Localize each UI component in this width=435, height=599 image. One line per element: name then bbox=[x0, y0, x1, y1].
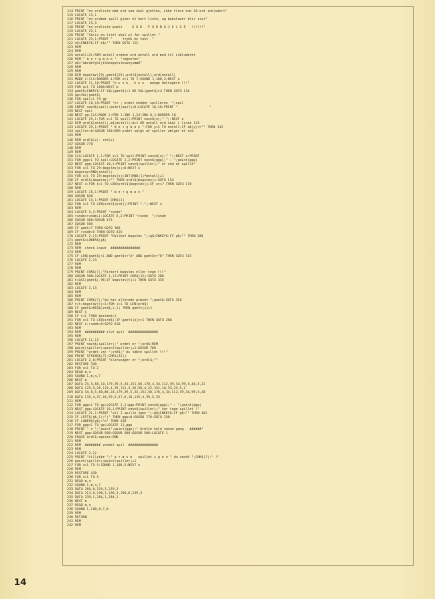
code-line: 190 IF t=1 THEN bestemt=1 bbox=[67, 314, 117, 319]
code-line: 198 point(spiller)=point(spiller)+1:GOSUB 760 bbox=[67, 346, 156, 351]
code-line: 191 FOR x=1 TO LEN(ord$):IF gaett(x)<>1 THEN GOTO 260 bbox=[67, 318, 172, 323]
code-line: 189 NEXT i bbox=[67, 310, 87, 315]
code-line: 210 DATA 133,4,57,10,39,5,57,0,10,119,4,39,5,33 bbox=[67, 394, 160, 399]
code-line: 239 REM bbox=[67, 510, 81, 515]
code-line: 234 DATA 213,6,190,3,190,3,190,6,239,3 bbox=[67, 490, 143, 495]
code-line: 126 REM " b e r g m a n " "regnelen" bbox=[67, 57, 141, 62]
code-line: 215 IF LEFT$(g$,1)="j" THEN ggp=0:GOSUB 770:GOTO 150 bbox=[67, 414, 170, 419]
code-line: 212 FOR ggp=1 TO gp:LOCATE 2,2:ggp:PRINT navn$(ggp);" : ";point(ggp) bbox=[67, 402, 202, 407]
code-line: 201 LOCATE 2,8:PRINT "klarsnager er ";ordl$;"" bbox=[67, 358, 158, 363]
code-line: 224 LOCATE 2,12 bbox=[67, 450, 97, 455]
code-line: 180 GOSUB 500:LOCATE 2,13:PRINT CHR$(12):GOTO 280 bbox=[67, 274, 164, 279]
code-line: 168 IF gaet=7 THEN GOTO 360 bbox=[67, 225, 121, 230]
code-line: 233 DATA 284,6,239,3,239,3 bbox=[67, 486, 119, 491]
code-line: 121 LOCATE 23,1:PRINT " trykk en tast " bbox=[67, 37, 154, 42]
code-line: 178 REM bbox=[67, 266, 81, 270]
code-line: 128 REM bbox=[67, 65, 81, 70]
code-line: 129 REM bbox=[67, 69, 81, 74]
code-line: 141 LOCATE 25,1:FOR x=1 TO spill:PRINT navn$(x);" ";:NEXT x bbox=[67, 117, 184, 122]
code-line: 240 RETURN bbox=[67, 514, 87, 519]
code-line: 217 FOR ggp=1 TO gp:LOCATE 11,ggp bbox=[67, 422, 133, 427]
code-line: 133 FOR p=1 TO 1000:NEXT p bbox=[67, 85, 119, 90]
code-line: 213 NEXT ggp:LOCATE 10,1:PRINT navn$(spiller);" har tage spillet !" bbox=[67, 406, 200, 411]
code-line: 199 PRINT "ordet var ";ord$;" du tabte spillet !!!" bbox=[67, 350, 168, 355]
code-line: 120 PRINT "Skriv en titel skal ut for spillet " bbox=[67, 33, 160, 38]
code-line: 117 LOCATE 15,3 bbox=[67, 21, 97, 26]
code-line: 143 LOCATE 25,1:PRINT " b e r g m a n ":FOR y=1 TO antall:IF a$(y)<>"" THEN 143 bbox=[67, 125, 224, 130]
code-line: 166 GOSUB 460:GOSUB 475 bbox=[67, 217, 113, 222]
code-line: 147 GOSUB 770 bbox=[67, 141, 93, 146]
code-line: 188 IF gaet$=MID$(ord$,i,1) THEN gaett(i)=1 bbox=[67, 306, 152, 311]
code-line: 200 PRINT STRING$(72,CHR$(32)) bbox=[67, 354, 127, 359]
code-line: 197 PRINT navn$(spiller);" ordet er ";ord$:REM bbox=[67, 342, 158, 347]
code-line: 179 PRINT CHR$(7);"Forkert bogstav eller tegn !!!" bbox=[67, 270, 166, 275]
code-line: 144 spiller=0:GOSUB 760:REM ordet valgt af spiller vælger et ord bbox=[67, 129, 194, 134]
code-line: 242 REM bbox=[67, 523, 81, 527]
program-listing bbox=[62, 6, 414, 566]
code-line: 227 FOR x=1 TO 5:SOUND 1,100,5:NEXT x bbox=[67, 462, 141, 467]
code-line: 140 NEXT gp:CLS:MODE 2:PEN 1:INK 1,24:INK 0,1:BORDER 18 bbox=[67, 113, 176, 118]
code-line: 161 LOCATE 15,1:PRINT CHR$(1) bbox=[67, 197, 125, 202]
code-line: 139 NEXT spil bbox=[67, 109, 93, 114]
code-line: 230 FOR x=1 TO 5 bbox=[67, 474, 99, 479]
code-line: 221 REM bbox=[67, 438, 81, 443]
code-line: 135 gp=VAL(gaet$) bbox=[67, 93, 101, 98]
code-line: 136 FOR spil=1 TO gp bbox=[67, 97, 107, 102]
code-line: 155 FOR x=1 TO 29:bogstav(x)=INT(RND(1)*antall)+1 bbox=[67, 173, 164, 178]
code-line: 241 REM bbox=[67, 518, 81, 523]
code-line: 196 LOCATE 11,13 bbox=[67, 338, 99, 343]
code-line: 123 REM bbox=[67, 45, 81, 50]
code-line: 125 antall=21:REM antall ordene ord antall ord med til inkluderet bbox=[67, 53, 196, 58]
code-line: 223 REM bbox=[67, 446, 81, 451]
code-line: 148 REM bbox=[67, 145, 81, 150]
code-line: 236 NEXT m bbox=[67, 498, 87, 503]
code-line: 235 DATA 239,1,284,1,284,1 bbox=[67, 494, 119, 499]
code-line: 114 PRINT "en ordliste med ord som skal gjettes, ikke flere enn 20 ord inkludert" bbox=[67, 9, 228, 13]
code-line: 204 READ m,n bbox=[67, 370, 91, 375]
code-line: 205 SOUND 1,m,n,7 bbox=[67, 374, 101, 379]
code-line: 226 point(spiller)=point(spiller)+1 bbox=[67, 458, 137, 463]
code-line: 209 DATA 34,0,5,60,86,10,179,39,5,34,151,50,170,4,34,112,39,34,99,5,48 bbox=[67, 390, 206, 395]
code-line: 130 DIM bogstav(29),gaet$(25),ordl$(antall),ord(antall) bbox=[67, 73, 176, 78]
code-line: 182 REM bbox=[67, 282, 81, 287]
code-line: 195 REM bbox=[67, 334, 81, 339]
code-line: 162 FOR x=1 TO LEN(ordl$(ord)):PRINT "-";:NEXT x bbox=[67, 201, 162, 206]
code-line: 225 PRINT "tillykke ";" p r ø v e spillet i g e n " du vandt ";CHR$(7):" !" bbox=[67, 454, 220, 459]
code-line: 137 LOCATE 10,10:PRINT "nr ; ordet hedder spilleren ";spil bbox=[67, 101, 184, 106]
code-line: 208 DATA 125,5,26,119,4,39,112,4,26,90,4,22,151,10,33,25,5,2 bbox=[67, 386, 186, 391]
code-line: 154 bogstav=RND(antall) bbox=[67, 169, 113, 174]
code-line: 171 gaet$=LOWER$(g$) bbox=[67, 237, 107, 242]
code-line: 176 LOCATE 2,13 bbox=[67, 257, 97, 262]
code-line: 157 NEXT x:FOR x=1 TO LEN(ordl$(bogstav)):IF x<=7 THEN GOTO 170 bbox=[67, 181, 192, 186]
code-line: 165 runde=runde+1:LOCATE 5,2:PRINT "runde ";runde bbox=[67, 213, 166, 218]
code-line: 207 DATA 25,5,85,10,179,39,5,34,151,50,170,4,34,112,39,34,99,5,48,5,22 bbox=[67, 382, 206, 387]
code-line: 206 NEXT m bbox=[67, 378, 87, 383]
code-line: 222 REM ######## vundet spil ############### bbox=[67, 442, 158, 447]
code-line: 237 READ m,n bbox=[67, 502, 91, 507]
code-line: 164 LOCATE 5,2:PRINT "runde" bbox=[67, 209, 123, 214]
code-line: 187 t=t:bogstav(t)=1:FOR i=1 TO LEN(ord$) bbox=[67, 302, 149, 307]
code-line: 238 SOUND 1,100,0,7,0 bbox=[67, 506, 109, 511]
code-line: 153 FOR x=1 TO 29:bogstav(x)=0:NEXT x bbox=[67, 165, 141, 170]
code-line: 192 NEXT i:runde=0:GOTO 610 bbox=[67, 322, 121, 327]
code-line: 181 t=ASC(gaet$)-96:IF bogstav(t)=1 THEN GOTO 335 bbox=[67, 278, 164, 283]
code-line: 127 a$="abcdefghijklmnopqrstuvwxyzæøå" bbox=[67, 61, 143, 66]
code-line: 163 REM bbox=[67, 205, 81, 210]
code-line: 186 PRINT CHR$(7);"du har allerede prøvet ";gaet$:GOTO 310 bbox=[67, 298, 182, 303]
code-line: 170 LOCATE 2,13:PRINT "Hvilket bogstav ";:g$=INKEY$:IF g$="" THEN 280 bbox=[67, 233, 204, 238]
code-line: 185 REM bbox=[67, 294, 81, 299]
code-line: 149 REM bbox=[67, 149, 81, 154]
code-line: 172 REM bbox=[67, 241, 81, 246]
code-line: 134 gaet$=INKEY$:IF VAL(gaet$)<1 OR VAL(gaet$)>4 THEN GOTO 134 bbox=[67, 89, 190, 94]
code-line: 167 GOSUB 505 bbox=[67, 221, 93, 226]
code-line: 158 REM bbox=[67, 185, 81, 190]
code-line: 160 GOSUB 840 bbox=[67, 193, 93, 198]
code-line: 175 IF LEN(gaet$)<1 AND gaet$<>"a" AND gaet$<>"å" THEN GOTO 315 bbox=[67, 253, 192, 258]
code-line: 124 REM bbox=[67, 49, 81, 54]
code-line: 232 SOUND 1,m,n,7 bbox=[67, 482, 101, 487]
code-line: 156 IF ordl$(bogstav)="" THEN ordl$(bogstav)=:GOTO 154 bbox=[67, 177, 174, 182]
code-line: 218 PRINT " s ";"point":point(ggp):" Ordlie held nanne gang ######" bbox=[67, 426, 204, 431]
code-line: 177 REM bbox=[67, 261, 81, 266]
code-line: 150 CLS:LOCATE 1,1:FOR x=1 TO spil:PRINT navn$(x);" ";:NEXT x:PRINT bbox=[67, 153, 200, 158]
code-line: 159 LOCATE 25,1:PRINT " b e r g m a n " bbox=[67, 189, 145, 194]
code-line: 173 REM check input ############### bbox=[67, 245, 141, 250]
code-line: 118 PRINT "en ordliste punkt G O D F O R N O J E L S E !!!!!!" bbox=[67, 25, 206, 30]
code-line: 219 NEXT ggp:GOSUB 500:GOSUB 500:GOSUB 500:LOCATE 1 bbox=[67, 430, 168, 435]
code-line: 184 REM bbox=[67, 290, 81, 295]
code-line: 203 FOR x=1 TO 2 bbox=[67, 366, 99, 371]
code-line: 119 LOCATE 22,1 bbox=[67, 29, 97, 34]
page-number: 14 bbox=[14, 578, 27, 588]
code-line: 193 REM bbox=[67, 326, 81, 331]
code-line: 116 PRINT "en ordbok spill giver et kort liste, og bokstaver blir vist" bbox=[67, 17, 208, 22]
code-line: 211 REM bbox=[67, 398, 81, 403]
code-line: 122 e$=INKEY$:IF e$="" THEN GOTO 122 bbox=[67, 41, 139, 46]
code-line: 145 REM bbox=[67, 133, 81, 138]
code-line: 228 REM bbox=[67, 466, 81, 471]
code-line: 115 LOCATE 15,1 bbox=[67, 13, 97, 18]
code-line: 183 LOCATE 2,13 bbox=[67, 286, 97, 291]
code-line: 220 ERASE ordl$:ogstav:END bbox=[67, 434, 119, 439]
code-line: 231 READ m,n bbox=[67, 478, 91, 483]
code-line: 169 IF runde=5 THEN GOTO 425 bbox=[67, 229, 123, 234]
code-line: 146 REM ordl$(v): ord(v) bbox=[67, 137, 115, 142]
code-line: 229 RESTORE 430 bbox=[67, 470, 97, 475]
code-line: 131 MODE 1:CLS:BORDER 4:FOR x=1 TO 7:SOUND 1,100,2:NEXT x bbox=[67, 77, 180, 82]
code-line: 132 LOCATE 11,10:PRINT "h u s k h u s mange deltagere !!!" bbox=[67, 81, 190, 86]
code-line: 214 LOCATE 21,1:PRINT "vil I spille igen ";:g$=INKEY$:IF g$="" THEN 402 bbox=[67, 410, 208, 415]
code-line: 202 RESTORE 340 bbox=[67, 362, 97, 367]
code-line: 138 INPUT navn$(spil):point(spil)=0:LOCATE 10,10:PRINT " " bbox=[67, 105, 212, 110]
code-line: 174 REM bbox=[67, 249, 81, 254]
code-line: 151 FOR ggp=1 TO spil:LOCATE 2,2:PRINT navn$(ggp);" : ";point(ggp) bbox=[67, 157, 198, 162]
code-line: 216 IF LOWER$(g$)="n" THEN 430 bbox=[67, 418, 127, 423]
code-line: 152 NEXT ggp:LOCATE 10,1:PRINT navn$(spiller);" er ved at spille" bbox=[67, 161, 196, 166]
code-line: 142 DIM ordl$(antall),a$(antall):d=1 OR antall ord skal i linie 125 bbox=[67, 121, 200, 126]
code-line: 194 REM ########## slut spil ############### bbox=[67, 330, 158, 335]
